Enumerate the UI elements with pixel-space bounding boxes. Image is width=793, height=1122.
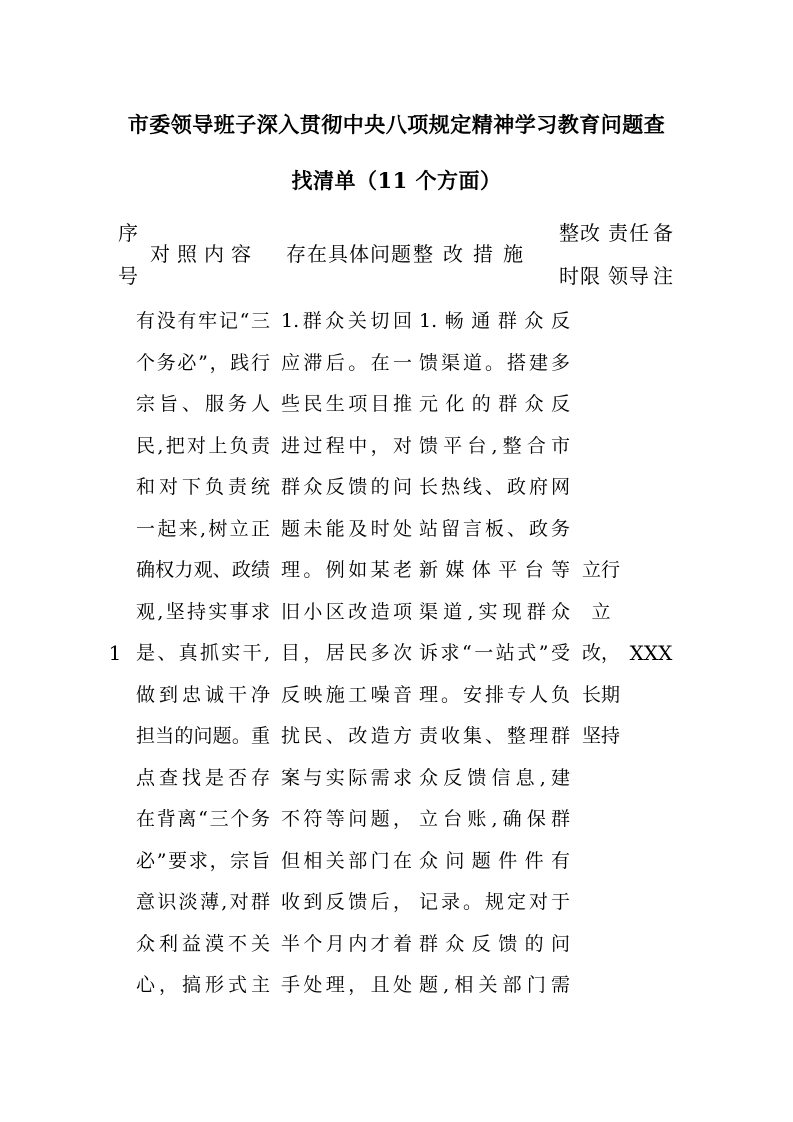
- text-line: 坚持: [581, 725, 620, 747]
- header-cell-remarks: [650, 212, 676, 298]
- text-line: 整改措施: [413, 242, 533, 266]
- text-line: 新媒体平台等: [419, 559, 570, 581]
- page-title: [0, 97, 793, 209]
- text-line: 意识淡薄,对群: [136, 891, 270, 913]
- header-cell-comparison-content: [138, 233, 270, 276]
- text-line: 在背离“三个务: [136, 808, 270, 830]
- text-line: 目，居民多次: [281, 642, 412, 664]
- text-line: 备: [653, 221, 673, 245]
- text-line: 必”要求，宗旨: [136, 849, 270, 872]
- text-line: 一起来,树立正: [136, 517, 270, 540]
- header-cell-specific-problems: [281, 233, 417, 276]
- text-line: 心，搞形式主: [136, 974, 270, 996]
- text-line: 进过程中，对: [281, 434, 412, 457]
- text-line: 馈平台,整合市: [419, 434, 570, 457]
- text-line: 半个月内才着: [281, 932, 412, 955]
- text-line: 责任: [608, 221, 650, 245]
- text-line: 长期: [581, 683, 620, 706]
- text-line: 整改: [559, 221, 601, 245]
- text-line: 众反馈信息,建: [419, 766, 570, 789]
- text-line: 应滞后。在一: [281, 351, 412, 374]
- text-line: 群众反馈的问: [419, 932, 570, 955]
- text-line: 序: [118, 221, 138, 245]
- text-line: 收到反馈后，: [281, 891, 412, 913]
- text-line: 反映施工噪音: [281, 683, 412, 706]
- text-line: 观,坚持实事求: [136, 600, 270, 623]
- text-line: 众利益漠不关: [136, 932, 270, 955]
- text-line: 注: [653, 264, 673, 288]
- text-line: 担当的问题。重: [136, 725, 270, 747]
- text-line: 众问题件件有: [419, 849, 570, 872]
- text-line: 些民生项目推: [281, 393, 412, 415]
- text-line: 理。例如某老: [281, 559, 412, 581]
- text-line: 长热线、政府网: [419, 476, 570, 498]
- text-line: 理。安排专人负: [419, 683, 570, 706]
- text-line: 1.群众关切回: [281, 310, 412, 332]
- header-cell-responsible-leader: [604, 212, 654, 298]
- text-line: 题,相关部门需: [419, 974, 570, 996]
- text-line: 确权力观、政绩: [136, 559, 270, 581]
- page-title-line-2: 找清单（11 个方面）: [291, 168, 502, 193]
- cell-rectification-measures: [419, 301, 570, 1007]
- text-line: 做到忠诚干净: [136, 683, 270, 706]
- text-line: 领导: [608, 264, 650, 288]
- text-line: 但相关部门在: [281, 849, 412, 872]
- text-line: 责收集、整理群: [419, 725, 570, 747]
- text-line: 点查找是否存: [136, 766, 270, 789]
- text-line: 有没有牢记“三: [136, 310, 270, 332]
- text-line: 民,把对上负责: [136, 434, 270, 457]
- text-line: 对照内容: [150, 242, 258, 266]
- text-line: 是、真抓实干,: [136, 642, 270, 664]
- text-line: 1.畅通群众反: [419, 310, 570, 332]
- text-line: 宗旨、服务人: [136, 393, 270, 415]
- text-line: 不符等问题，: [281, 808, 412, 830]
- page-title-line-1: 市委领导班子深入贯彻中央八项规定精神学习教育问题查: [127, 112, 666, 137]
- text-line: 群众反馈的问: [281, 476, 412, 498]
- text-line: 旧小区改造项: [281, 600, 412, 623]
- cell-seq-number: 1: [108, 641, 122, 665]
- text-line: 扰民、改造方: [281, 725, 412, 747]
- text-line: 立: [591, 600, 611, 623]
- text-line: 站留言板、政务: [419, 517, 570, 540]
- text-line: 改，: [581, 642, 620, 664]
- text-line: 案与实际需求: [281, 766, 412, 789]
- header-cell-rectification-measures: [413, 233, 563, 276]
- text-line: 元化的群众反: [419, 393, 570, 415]
- text-line: 号: [118, 264, 138, 288]
- text-line: 馈渠道。搭建多: [419, 351, 570, 374]
- header-cell-rectification-deadline: [556, 212, 604, 298]
- text-line: 题未能及时处: [281, 517, 412, 540]
- text-line: 手处理，且处: [281, 974, 412, 996]
- text-line: 和对下负责统: [136, 476, 270, 498]
- text-line: 立台账,确保群: [419, 808, 570, 830]
- text-line: 诉求“一站式”受: [419, 642, 570, 664]
- text-line: 时限: [559, 264, 601, 288]
- text-line: 记录。规定对于: [419, 891, 570, 913]
- cell-specific-problems: [281, 301, 412, 1007]
- cell-responsible-leader: XXX: [629, 641, 673, 665]
- text-line: 立行: [581, 559, 620, 581]
- cell-comparison-content: [136, 301, 270, 1007]
- text-line: 渠道,实现群众: [419, 600, 570, 623]
- text-line: 个务必”，践行: [136, 351, 270, 374]
- text-line: 存在具体问题: [286, 242, 412, 266]
